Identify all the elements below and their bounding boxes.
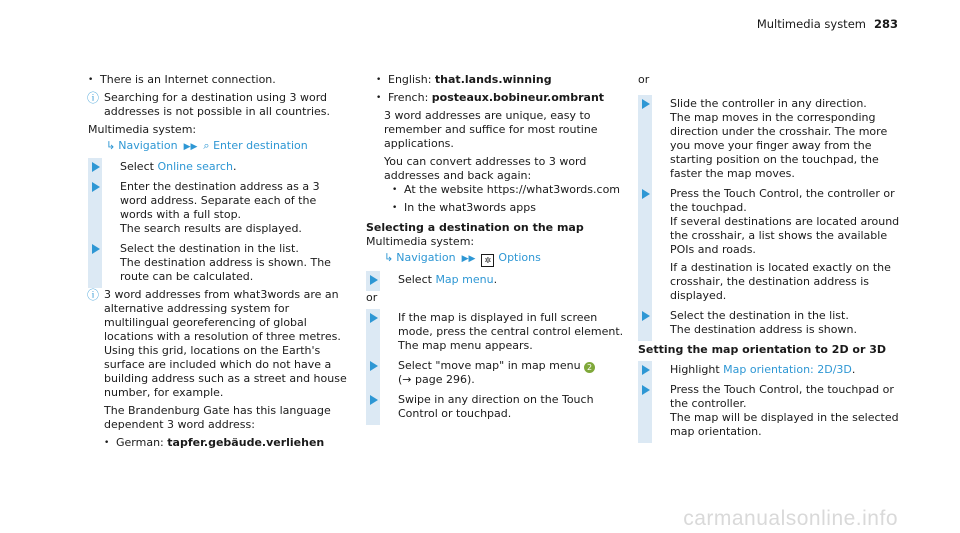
bullet-value: that.lands.winning (434, 73, 552, 86)
bullet-icon: • (392, 185, 398, 195)
info-text: The Brandenburg Gate has this language dependent 3 word address: (104, 404, 331, 431)
step-text: The destination address is shown. The route can be calculated. (120, 256, 331, 283)
step-item (638, 363, 900, 377)
page-number: 283 (873, 17, 898, 31)
step-triangle-icon (642, 99, 650, 109)
path-navigation[interactable]: Navigation (118, 139, 178, 152)
info-icon: ⓘ (87, 288, 100, 302)
menu-path (88, 139, 350, 154)
bullet-text: In the what3words apps (404, 201, 536, 214)
column-1 (88, 73, 350, 454)
section-title: Multimedia system (756, 17, 866, 31)
step-text: Enter the destination address as a 3 word address. Separate each of the words with a full stop. (120, 180, 320, 221)
step-triangle-icon (92, 162, 100, 172)
step-item (88, 160, 350, 174)
callout-number-badge: 2 (584, 362, 595, 373)
info-note (88, 91, 350, 119)
bullet-icon: • (376, 93, 382, 103)
step-text: The search results are displayed. (120, 222, 302, 235)
bullet-item (104, 436, 350, 450)
step-triangle-icon (370, 395, 378, 405)
bullet-label: English: (388, 73, 435, 86)
step-triangle-icon (370, 275, 378, 285)
step-triangle-icon (642, 189, 650, 199)
info-note (88, 288, 350, 450)
step-text: The map menu appears. (398, 339, 533, 352)
step-triangle-icon (370, 361, 378, 371)
page-reference: (→ page 296). (398, 373, 475, 386)
multimedia-label: Multimedia system: (88, 123, 197, 136)
path-enter-destination[interactable]: Enter destination (213, 139, 308, 152)
return-arrow-icon: ↳ (106, 139, 116, 152)
path-navigation[interactable]: Navigation (396, 251, 456, 264)
bullet-item (376, 91, 632, 105)
step-text: The destination address is shown. (670, 323, 857, 336)
step-text: The map moves in the corresponding direction under the crosshair. The more you move your finger away from the starting position on the touchpad, the faster the map moves. (670, 111, 888, 180)
step-item (88, 242, 350, 284)
or-text: or (366, 291, 378, 304)
step-triangle-icon (92, 244, 100, 254)
step-item (366, 393, 632, 421)
step-text: If several destinations are located around the crosshair, a list shows the available POIs and roads. (670, 215, 900, 256)
step-bar (638, 185, 652, 307)
section-heading: Setting the map orientation to 2D or 3D (638, 343, 886, 356)
info-icon: ⓘ (87, 91, 100, 105)
watermark: carmanualsonline.info (683, 507, 898, 530)
step-text: . (851, 363, 856, 376)
bullet-value: posteaux.bobineur.ombrant (431, 91, 605, 104)
step-triangle-icon (642, 365, 650, 375)
bullet-item (392, 183, 632, 197)
step-text: Slide the controller in any direction. (670, 97, 867, 110)
column-3 (638, 73, 900, 443)
gear-icon: ✲ (481, 254, 494, 267)
step-triangle-icon (370, 313, 378, 323)
step-triangle-icon (92, 182, 100, 192)
double-chevron-icon: ▶▶ (461, 254, 476, 264)
step-text: Press the Touch Control, the touchpad or the controller. (670, 383, 894, 410)
search-icon: ⌕ (203, 139, 214, 152)
double-chevron-icon: ▶▶ (183, 142, 198, 152)
step-text: The map will be displayed in the selected map orientation. (670, 411, 899, 438)
step-text: Select the destination in the list. (120, 242, 299, 255)
step-triangle-icon (642, 311, 650, 321)
paragraph: You can convert addresses to 3 word addresses and back again: (384, 155, 587, 182)
path-options[interactable]: Options (498, 251, 541, 264)
bullet-icon: • (392, 203, 398, 213)
step-item (366, 273, 632, 287)
online-search-link[interactable]: Online search (157, 160, 233, 173)
map-orientation-link[interactable]: Map orientation: 2D/3D (723, 363, 852, 376)
step-text: . (493, 273, 498, 286)
step-item (88, 180, 350, 236)
step-item (638, 187, 900, 303)
step-item (638, 97, 900, 181)
info-text: Searching for a destination using 3 word addresses is not possible in all countries. (104, 91, 331, 118)
step-text: If the map is displayed in full screen mode, press the central control element. (398, 311, 624, 338)
step-text: . (232, 160, 237, 173)
step-text: Press the Touch Control, the controller or the touchpad. (670, 187, 895, 214)
step-item (366, 311, 632, 353)
bullet-item (376, 73, 632, 87)
step-triangle-icon (642, 385, 650, 395)
page-header (757, 17, 898, 31)
column-2 (366, 73, 632, 425)
bullet-icon: • (376, 75, 382, 85)
step-item (366, 359, 632, 387)
step-text: Swipe in any direction on the Touch Control or touchpad. (398, 393, 594, 420)
step-item (638, 383, 900, 439)
section-heading: Selecting a destination on the map (366, 221, 584, 234)
step-text: Select "move map" in map menu (398, 359, 585, 372)
paragraph: 3 word addresses are unique, easy to remember and suffice for most routine applications. (384, 109, 598, 150)
step-text: Select (398, 273, 436, 286)
bullet-item (88, 73, 350, 87)
menu-path (366, 251, 632, 267)
step-item (638, 309, 900, 337)
bullet-value: tapfer.gebäude.verliehen (167, 436, 325, 449)
step-text: Select (120, 160, 158, 173)
bullet-label: German: (116, 436, 168, 449)
bullet-icon: • (104, 438, 110, 448)
bullet-text: At the website https://what3words.com (404, 183, 621, 196)
return-arrow-icon: ↳ (384, 251, 394, 264)
multimedia-label: Multimedia system: (366, 235, 475, 248)
or-text: or (638, 73, 650, 86)
map-menu-link[interactable]: Map menu (435, 273, 494, 286)
info-text: 3 word addresses from what3words are an alternative addressing system for multilingual georeferencing of global locations with a resolution of three metres. Using this grid, locations on the Earth's surface are included which do not have a building address such as a street and house number, for example. (104, 288, 347, 399)
bullet-item (392, 201, 632, 215)
bullet-icon: • (88, 75, 94, 85)
step-text: Highlight (670, 363, 724, 376)
bullet-text: There is an Internet connection. (100, 73, 276, 86)
step-text: Select the destination in the list. (670, 309, 849, 322)
bullet-label: French: (388, 91, 432, 104)
step-text: If a destination is located exactly on the crosshair, the destination address is displayed. (670, 261, 891, 302)
